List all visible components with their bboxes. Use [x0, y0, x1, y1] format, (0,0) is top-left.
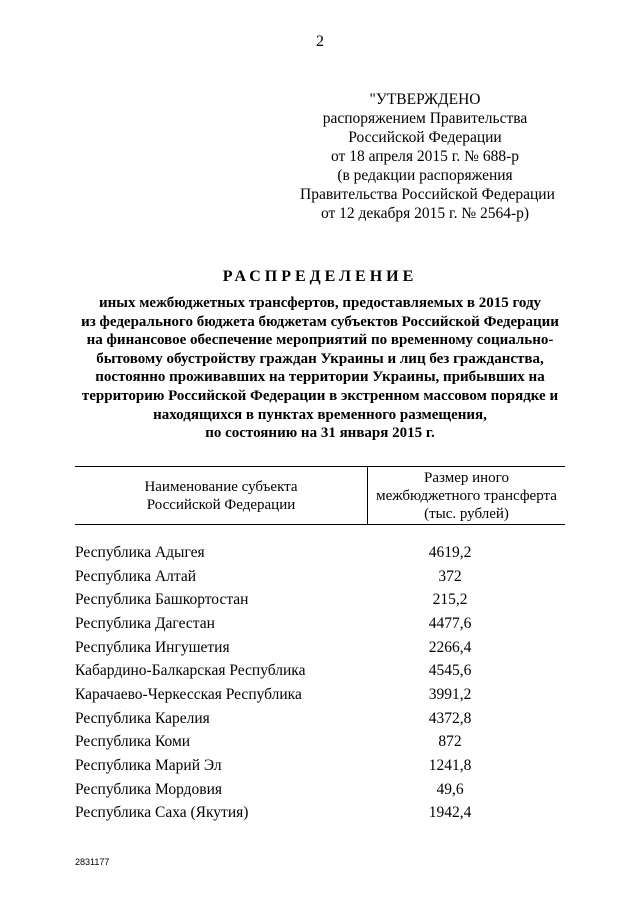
header-amount-line: Размер иного — [424, 469, 509, 486]
subject-name: Республика Марий Эл — [75, 757, 222, 775]
approval-line: распоряжением Правительства — [322, 110, 528, 127]
table-row — [75, 731, 565, 755]
transfer-amount: 1241,8 — [428, 757, 472, 775]
approval-line: "УТВЕРЖДЕНО — [369, 91, 481, 108]
subject-name: Карачаево-Черкесская Республика — [75, 685, 302, 703]
subject-name: Республика Адыгея — [75, 543, 205, 561]
table-row — [75, 802, 565, 826]
subtitle-line: иных межбюджетных трансфертов, предоставляемых в 2015 году — [98, 295, 542, 311]
transfer-amount: 4619,2 — [428, 543, 472, 561]
subtitle-line: бытовому обустройству граждан Украины и лиц без гражданства, — [96, 350, 544, 367]
subtitle-line: постоянно проживавших на территории Украины, прибывших на — [95, 369, 545, 386]
subtitle-line: из федерального бюджета бюджетам субъектов Российской Федерации — [81, 313, 559, 330]
subject-name: Республика Саха (Якутия) — [75, 804, 249, 822]
approval-line: от 12 декабря 2015 г. № 2564-р) — [320, 205, 530, 222]
transfer-amount: 872 — [438, 733, 462, 751]
table-row — [75, 683, 565, 707]
approval-line: Правительства Российской Федерации — [300, 186, 555, 203]
subtitle-line: находящихся в пунктах временного размещения, — [153, 406, 487, 423]
approval-line: от 18 апреля 2015 г. № 688-р — [331, 148, 519, 165]
transfer-amount: 372 — [438, 567, 462, 585]
transfer-amount: 4372,8 — [428, 709, 472, 727]
header-amount-line: (тыс. рублей) — [424, 505, 509, 522]
header-subject-line: Наименование субъекта — [144, 478, 298, 495]
subject-name: Республика Коми — [75, 733, 191, 751]
table-row — [75, 754, 565, 778]
table-row — [75, 778, 565, 802]
transfer-amount: 215,2 — [432, 591, 468, 609]
subject-name: Республика Ингушетия — [75, 638, 230, 656]
subtitle-line: по состоянию на 31 января 2015 г. — [205, 425, 435, 442]
subtitle-line: на финансовое обеспечение мероприятий по временному социально- — [86, 332, 554, 349]
table-row — [75, 541, 565, 565]
subject-name: Кабардино-Балкарская Республика — [75, 662, 306, 680]
table-row — [75, 612, 565, 636]
document-subtitle — [40, 294, 600, 443]
document-code: 2831177 — [75, 857, 110, 867]
table-row — [75, 588, 565, 612]
transfer-amount: 4477,6 — [428, 614, 472, 632]
transfer-amount: 4545,6 — [428, 662, 472, 680]
table-row — [75, 565, 565, 589]
transfer-amount: 2266,4 — [428, 638, 472, 656]
subject-name: Республика Алтай — [75, 567, 197, 585]
header-subject-line: Российской Федерации — [146, 496, 296, 513]
transfer-amount: 3991,2 — [428, 685, 472, 703]
page-number: 2 — [316, 33, 324, 50]
header-amount — [368, 467, 565, 524]
approval-line: Российской Федерации — [348, 129, 502, 146]
transfer-amount: 1942,4 — [428, 804, 472, 822]
table-header — [75, 466, 565, 525]
approval-line: (в редакции распоряжения — [337, 167, 513, 184]
approval-stamp — [300, 90, 555, 223]
document-title: РАСПРЕДЕЛЕНИЕ — [222, 268, 418, 285]
table-row — [75, 707, 565, 731]
table-row — [75, 659, 565, 683]
transfer-amount: 49,6 — [436, 780, 464, 798]
table-body — [75, 541, 565, 825]
transfer-table — [75, 466, 565, 825]
table-row — [75, 636, 565, 660]
subject-name: Республика Мордовия — [75, 780, 223, 798]
subject-name: Республика Карелия — [75, 709, 210, 727]
header-amount-line: межбюджетного трансферта — [376, 487, 557, 504]
header-subject — [75, 467, 368, 524]
subtitle-line: территорию Российской Федерации в экстренном массовом порядке и — [81, 387, 559, 404]
subject-name: Республика Дагестан — [75, 614, 215, 632]
subject-name: Республика Башкортостан — [75, 591, 249, 609]
